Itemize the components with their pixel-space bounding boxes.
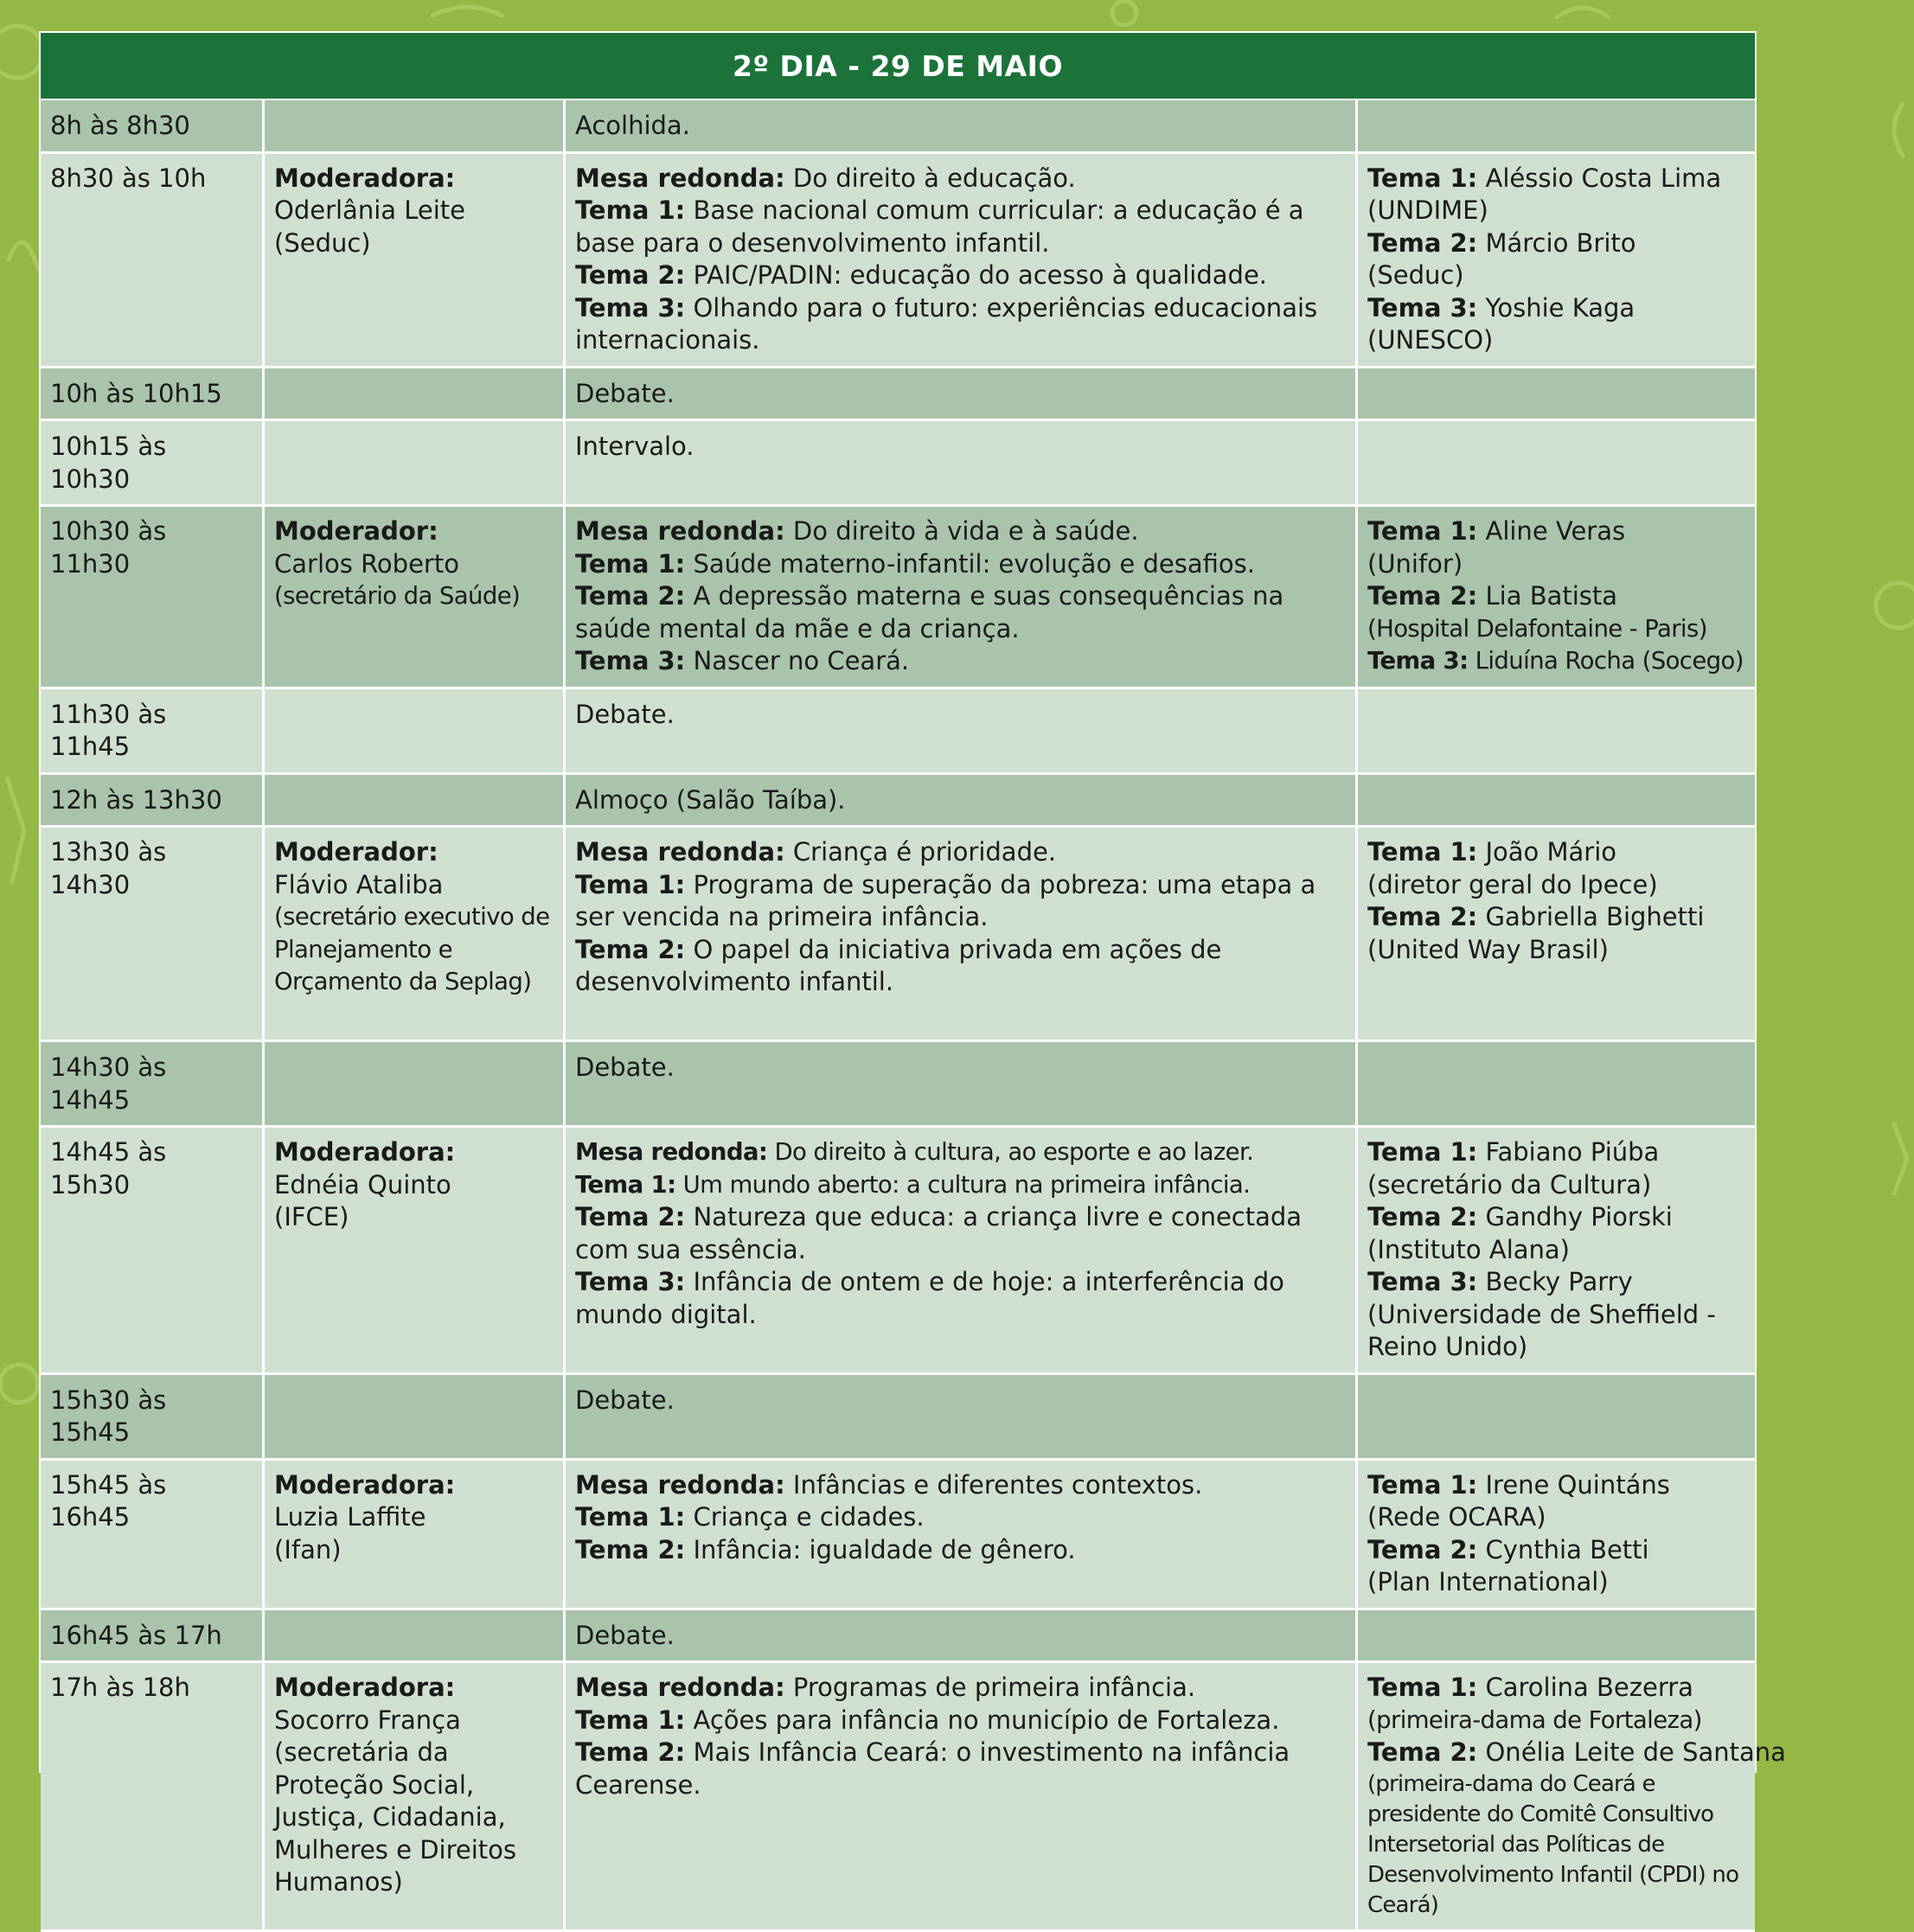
time-cell: 14h45 às 15h30: [41, 1128, 265, 1375]
moderator-name: Ednéia Quinto: [274, 1169, 451, 1200]
speaker-org: (Rede OCARA): [1367, 1502, 1546, 1532]
moderator-org: (secretário executivo de Planejamento e Orçamento da Seplag): [274, 903, 550, 995]
speakers-cell: [1358, 154, 1755, 368]
session-cell: [566, 1461, 1358, 1610]
tema-line: Tema 2: A depressão materna e suas consequências na saúde mental da mãe e da criança.: [575, 581, 1284, 643]
speaker-org: (primeira-dama do Ceará e presidente do Comitê Consultivo Intersetorial das Políticas de Desenvolvimento Infantil (CPDI) no Ceará): [1367, 1770, 1739, 1918]
tema-line: Tema 2: O papel da iniciativa privada em ações de desenvolvimento infantil.: [575, 934, 1222, 996]
time-cell: 13h30 às 14h30: [41, 828, 265, 1042]
moderator-label: Moderadora:: [274, 163, 456, 193]
session-cell: Debate.: [566, 1375, 1358, 1461]
speakers-cell: [1358, 100, 1755, 154]
time-cell: 12h às 13h30: [41, 775, 265, 828]
speaker-org: (United Way Brasil): [1367, 934, 1609, 964]
tema-line: Tema 1: Programa de superação da pobreza: uma etapa a ser vencida na primeira infância.: [575, 869, 1316, 931]
table-row: [41, 1610, 1755, 1664]
speaker-line: Tema 1: João Mário: [1367, 837, 1617, 867]
session-cell: Debate.: [566, 368, 1358, 422]
session-cell: [566, 828, 1358, 1042]
speaker-line: Tema 1: Carolina Bezerra: [1367, 1673, 1693, 1702]
speaker-org: (Universidade de Sheffield - Reino Unido): [1367, 1299, 1716, 1361]
mesa-line: Mesa redonda: Criança é prioridade.: [575, 837, 1057, 867]
mesa-line: Mesa redonda: Infâncias e diferentes contextos.: [575, 1469, 1203, 1500]
tema-line: Tema 2: Mais Infância Ceará: o investimento na infância Cearense.: [575, 1737, 1290, 1800]
moderator-org: (secretária da Proteção Social, Justiça, Cidadania, Mulheres e Direitos Humanos): [274, 1737, 516, 1897]
table-row: [41, 154, 1755, 368]
table-row: [41, 1042, 1755, 1128]
mesa-line: Mesa redonda: Do direito à cultura, ao esporte e ao lazer.: [575, 1138, 1254, 1166]
moderator-label: Moderadora:: [274, 1137, 456, 1167]
moderator-org: (IFCE): [274, 1202, 349, 1231]
speaker-org: (Instituto Alana): [1367, 1234, 1570, 1264]
speakers-cell: [1358, 1042, 1755, 1128]
session-cell: Debate.: [566, 689, 1358, 775]
table-row: [41, 1663, 1755, 1932]
speaker-org: (Plan International): [1367, 1567, 1609, 1596]
tema-line: Tema 2: Infância: igualdade de gênero.: [575, 1534, 1076, 1564]
time-cell: 16h45 às 17h: [41, 1610, 265, 1664]
session-cell: Intervalo.: [566, 421, 1358, 507]
speaker-line: Tema 2: Cynthia Betti: [1367, 1534, 1649, 1564]
moderator-org: (Ifan): [274, 1534, 342, 1564]
table-row: [41, 421, 1755, 507]
moderator-cell: [265, 507, 566, 689]
moderator-name: Luzia Laffite: [274, 1502, 426, 1532]
table-row: [41, 828, 1755, 1042]
speakers-cell: [1358, 1128, 1755, 1375]
time-cell: 10h às 10h15: [41, 368, 265, 422]
speaker-org: (Seduc): [1367, 260, 1464, 290]
speaker-line: Tema 1: Aline Veras: [1367, 516, 1626, 546]
speaker-org: (primeira-dama de Fortaleza): [1367, 1705, 1702, 1734]
speakers-cell: [1358, 1610, 1755, 1664]
speaker-line: Tema 3: Liduína Rocha (Socego): [1367, 647, 1744, 675]
tema-line: Tema 2: PAIC/PADIN: educação do acesso à qualidade.: [575, 260, 1268, 290]
session-cell: Acolhida.: [566, 100, 1358, 154]
speaker-org: (Unifor): [1367, 548, 1463, 579]
session-cell: [566, 1128, 1358, 1375]
speakers-cell: [1358, 368, 1755, 422]
table-row: [41, 507, 1755, 689]
speakers-cell: [1358, 775, 1755, 828]
moderator-cell: [265, 1610, 566, 1664]
moderator-cell: [265, 100, 566, 154]
speaker-org: (UNDIME): [1367, 195, 1488, 225]
tema-line: Tema 1: Criança e cidades.: [575, 1502, 925, 1532]
tema-line: Tema 3: Olhando para o futuro: experiências educacionais internacionais.: [575, 292, 1318, 355]
speaker-line: Tema 2: Lia Batista: [1367, 581, 1618, 611]
moderator-cell: [265, 1663, 566, 1932]
moderator-org: (secretário da Saúde): [274, 582, 521, 610]
time-cell: 17h às 18h: [41, 1663, 265, 1932]
speakers-cell: [1358, 828, 1755, 1042]
moderator-label: Moderadora:: [274, 1673, 456, 1702]
tema-line: Tema 1: Um mundo aberto: a cultura na primeira infância.: [575, 1170, 1251, 1199]
speaker-org: (UNESCO): [1367, 325, 1494, 355]
moderator-name: Flávio Ataliba: [274, 869, 444, 899]
table-row: [41, 689, 1755, 775]
speakers-cell: [1358, 1663, 1786, 1932]
moderator-label: Moderador:: [274, 837, 438, 867]
table-row: [41, 100, 1755, 154]
speaker-line: Tema 1: Fabiano Piúba: [1367, 1137, 1660, 1167]
moderator-name: Socorro França: [274, 1705, 461, 1735]
table-row: [41, 1128, 1755, 1375]
speaker-org: (Hospital Delafontaine - Paris): [1367, 614, 1707, 643]
tema-line: Tema 3: Infância de ontem e de hoje: a interferência do mundo digital.: [575, 1267, 1284, 1329]
table-row: [41, 1375, 1755, 1461]
speaker-line: Tema 1: Aléssio Costa Lima: [1367, 163, 1722, 193]
time-cell: 14h30 às 14h45: [41, 1042, 265, 1128]
tema-line: Tema 3: Nascer no Ceará.: [575, 646, 910, 675]
time-cell: 10h15 às 10h30: [41, 421, 265, 507]
session-cell: [566, 1663, 1358, 1932]
table-row: [41, 1461, 1755, 1610]
moderator-cell: [265, 421, 566, 507]
speaker-org: (diretor geral do Ipece): [1367, 869, 1658, 899]
speaker-line: Tema 1: Irene Quintáns: [1367, 1469, 1670, 1500]
session-cell: Debate.: [566, 1042, 1358, 1128]
session-cell: [566, 154, 1358, 368]
speaker-line: Tema 2: Márcio Brito: [1367, 227, 1636, 258]
session-cell: [566, 507, 1358, 689]
moderator-cell: [265, 154, 566, 368]
moderator-org: (Seduc): [274, 227, 371, 258]
mesa-line: Mesa redonda: Do direito à educação.: [575, 163, 1076, 193]
time-cell: 10h30 às 11h30: [41, 507, 265, 689]
speakers-cell: [1358, 1461, 1755, 1610]
speaker-line: Tema 3: Yoshie Kaga: [1367, 292, 1636, 323]
moderator-label: Moderador:: [274, 516, 438, 546]
time-cell: 11h30 às 11h45: [41, 689, 265, 775]
speaker-line: Tema 2: Gabriella Bighetti: [1367, 902, 1705, 931]
moderator-cell: [265, 689, 566, 775]
moderator-name: Carlos Roberto: [274, 548, 459, 579]
moderator-label: Moderadora:: [274, 1469, 456, 1500]
time-cell: 8h30 às 10h: [41, 154, 265, 368]
time-cell: 8h às 8h30: [41, 100, 265, 154]
moderator-cell: [265, 368, 566, 422]
session-cell: Debate.: [566, 1610, 1358, 1664]
speakers-cell: [1358, 507, 1755, 689]
table-row: [41, 775, 1755, 828]
moderator-cell: [265, 1042, 566, 1128]
speaker-org: (secretário da Cultura): [1367, 1169, 1652, 1200]
tema-line: Tema 1: Base nacional comum curricular: a educação é a base para o desenvolvimento infantil.: [575, 195, 1304, 258]
speakers-cell: [1358, 1375, 1755, 1461]
table-row: [41, 368, 1755, 422]
speakers-cell: [1358, 421, 1755, 507]
moderator-name: Oderlânia Leite: [274, 195, 466, 225]
moderator-cell: [265, 1128, 566, 1375]
time-cell: 15h45 às 16h45: [41, 1461, 265, 1610]
tema-line: Tema 1: Ações para infância no município de Fortaleza.: [575, 1705, 1280, 1735]
time-cell: 15h30 às 15h45: [41, 1375, 265, 1461]
mesa-line: Mesa redonda: Programas de primeira infância.: [575, 1673, 1196, 1702]
moderator-cell: [265, 1375, 566, 1461]
moderator-cell: [265, 775, 566, 828]
speaker-line: Tema 2: Gandhy Piorski: [1367, 1202, 1673, 1231]
moderator-cell: [265, 828, 566, 1042]
speaker-line: Tema 3: Becky Parry: [1367, 1267, 1633, 1296]
mesa-line: Mesa redonda: Do direito à vida e à saúde.: [575, 516, 1139, 546]
tema-line: Tema 1: Saúde materno-infantil: evolução e desafios.: [575, 548, 1255, 579]
schedule-table: [41, 100, 1786, 1932]
moderator-cell: [265, 1461, 566, 1610]
speakers-cell: [1358, 689, 1755, 775]
session-cell: Almoço (Salão Taíba).: [566, 775, 1358, 828]
tema-line: Tema 2: Natureza que educa: a criança livre e conectada com sua essência.: [575, 1202, 1303, 1264]
speaker-line: Tema 2: Onélia Leite de Santana: [1367, 1737, 1786, 1767]
day-title: 2º DIA - 29 DE MAIO: [41, 33, 1755, 99]
